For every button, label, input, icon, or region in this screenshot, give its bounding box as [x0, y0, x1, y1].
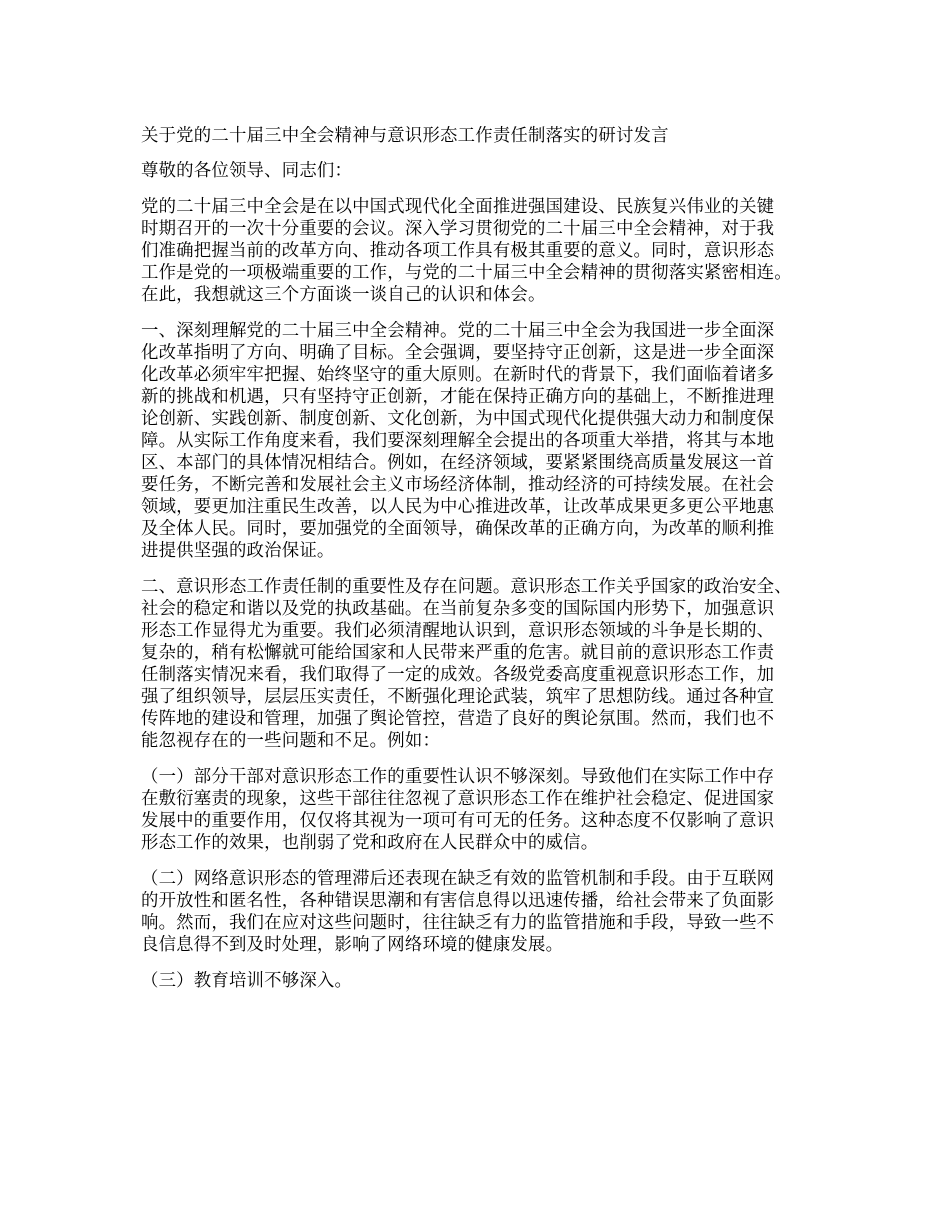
- text-line: 障。从实际工作角度来看，我们要深刻理解全会提出的各项重大举措，将其与本地: [141, 431, 775, 451]
- text-line: 工作是党的一项极端重要的工作，与党的二十届三中全会精神的贯彻落实紧密相连。: [141, 263, 792, 283]
- text-line: 一、深刻理解党的二十届三中全会精神。党的二十届三中全会为我国进一步全面深: [141, 321, 775, 341]
- text-line: 社会的稳定和谐以及党的执政基础。在当前复杂多变的国际国内形势下，加强意识: [141, 599, 775, 619]
- text-line: （一）部分干部对意识形态工作的重要性认识不够深刻。导致他们在实际工作中存: [141, 767, 775, 787]
- paragraph-intro: [141, 196, 831, 306]
- text-line: 及全体人民。同时，要加强党的全面领导，确保改革的正确方向，为改革的顺利推: [141, 519, 775, 539]
- paragraph-section-2: [141, 576, 831, 752]
- text-line: 区、本部门的具体情况相结合。例如，在经济领域，要紧紧围绕高质量发展这一首: [141, 453, 775, 473]
- text-line: 形态工作的效果，也削弱了党和政府在人民群众中的威信。: [141, 833, 599, 853]
- greeting-block: [141, 160, 831, 182]
- text-line: 领域，要更加注重民生改善，以人民为中心推进改革，让改革成果更多更公平地惠: [141, 497, 775, 517]
- text-line: 化改革必须牢牢把握、始终坚守的重大原则。在新时代的背景下，我们面临着诸多: [141, 365, 775, 385]
- text-line: 复杂的，稍有松懈就可能给国家和人民带来严重的危害。就目前的意识形态工作责: [141, 643, 775, 663]
- text-line: 要任务，不断完善和发展社会主义市场经济体制，推动经济的可持续发展。在社会: [141, 475, 775, 495]
- text-line: （三）教育培训不够深入。: [141, 971, 353, 991]
- paragraph-issue-3: [141, 970, 831, 992]
- paragraph-issue-1: [141, 766, 831, 854]
- document-page: [141, 125, 831, 1006]
- text-line: 发展中的重要作用，仅仅将其视为一项可有可无的任务。这种态度不仅影响了意识: [141, 811, 775, 831]
- text-line: 化改革指明了方向、明确了目标。全会强调，要坚持守正创新，这是进一步全面深: [141, 343, 775, 363]
- paragraph-section-1: [141, 320, 831, 562]
- greeting: 尊敬的各位领导、同志们：: [141, 161, 353, 181]
- text-line: （二）网络意识形态的管理滞后还表现在缺乏有效的监管机制和手段。由于互联网: [141, 869, 775, 889]
- text-line: 在敷衍塞责的现象，这些干部往往忽视了意识形态工作在维护社会稳定、促进国家: [141, 789, 775, 809]
- text-line: 在此，我想就这三个方面谈一谈自己的认识和体会。: [141, 285, 546, 305]
- text-line: 党的二十届三中全会是在以中国式现代化全面推进强国建设、民族复兴伟业的关键: [141, 197, 775, 217]
- text-line: 新的挑战和机遇，只有坚持守正创新，才能在保持正确方向的基础上，不断推进理: [141, 387, 775, 407]
- text-line: 传阵地的建设和管理，加强了舆论管控，营造了良好的舆论氛围。然而，我们也不: [141, 709, 775, 729]
- text-line: 形态工作显得尤为重要。我们必须清醒地认识到，意识形态领域的斗争是长期的、: [141, 621, 775, 641]
- text-line: 的开放性和匿名性，各种错误思潮和有害信息得以迅速传播，给社会带来了负面影: [141, 891, 775, 911]
- text-line: 二、意识形态工作责任制的重要性及存在问题。意识形态工作关乎国家的政治安全、: [141, 577, 792, 597]
- text-line: 任制落实情况来看，我们取得了一定的成效。各级党委高度重视意识形态工作，加: [141, 665, 775, 685]
- document-title-block: [141, 125, 831, 147]
- text-line: 能忽视存在的一些问题和不足。例如：: [141, 731, 441, 751]
- text-line: 进提供坚强的政治保证。: [141, 541, 335, 561]
- text-line: 良信息得不到及时处理，影响了网络环境的健康发展。: [141, 935, 564, 955]
- text-line: 强了组织领导，层层压实责任，不断强化理论武装，筑牢了思想防线。通过各种宣: [141, 687, 775, 707]
- paragraph-issue-2: [141, 868, 831, 956]
- text-line: 时期召开的一次十分重要的会议。深入学习贯彻党的二十届三中全会精神，对于我: [141, 219, 775, 239]
- document-title: 关于党的二十届三中全会精神与意识形态工作责任制落实的研讨发言: [141, 126, 669, 146]
- text-line: 论创新、实践创新、制度创新、文化创新，为中国式现代化提供强大动力和制度保: [141, 409, 775, 429]
- text-line: 们准确把握当前的改革方向、推动各项工作具有极其重要的意义。同时，意识形态: [141, 241, 775, 261]
- text-line: 响。然而，我们在应对这些问题时，往往缺乏有力的监管措施和手段，导致一些不: [141, 913, 775, 933]
